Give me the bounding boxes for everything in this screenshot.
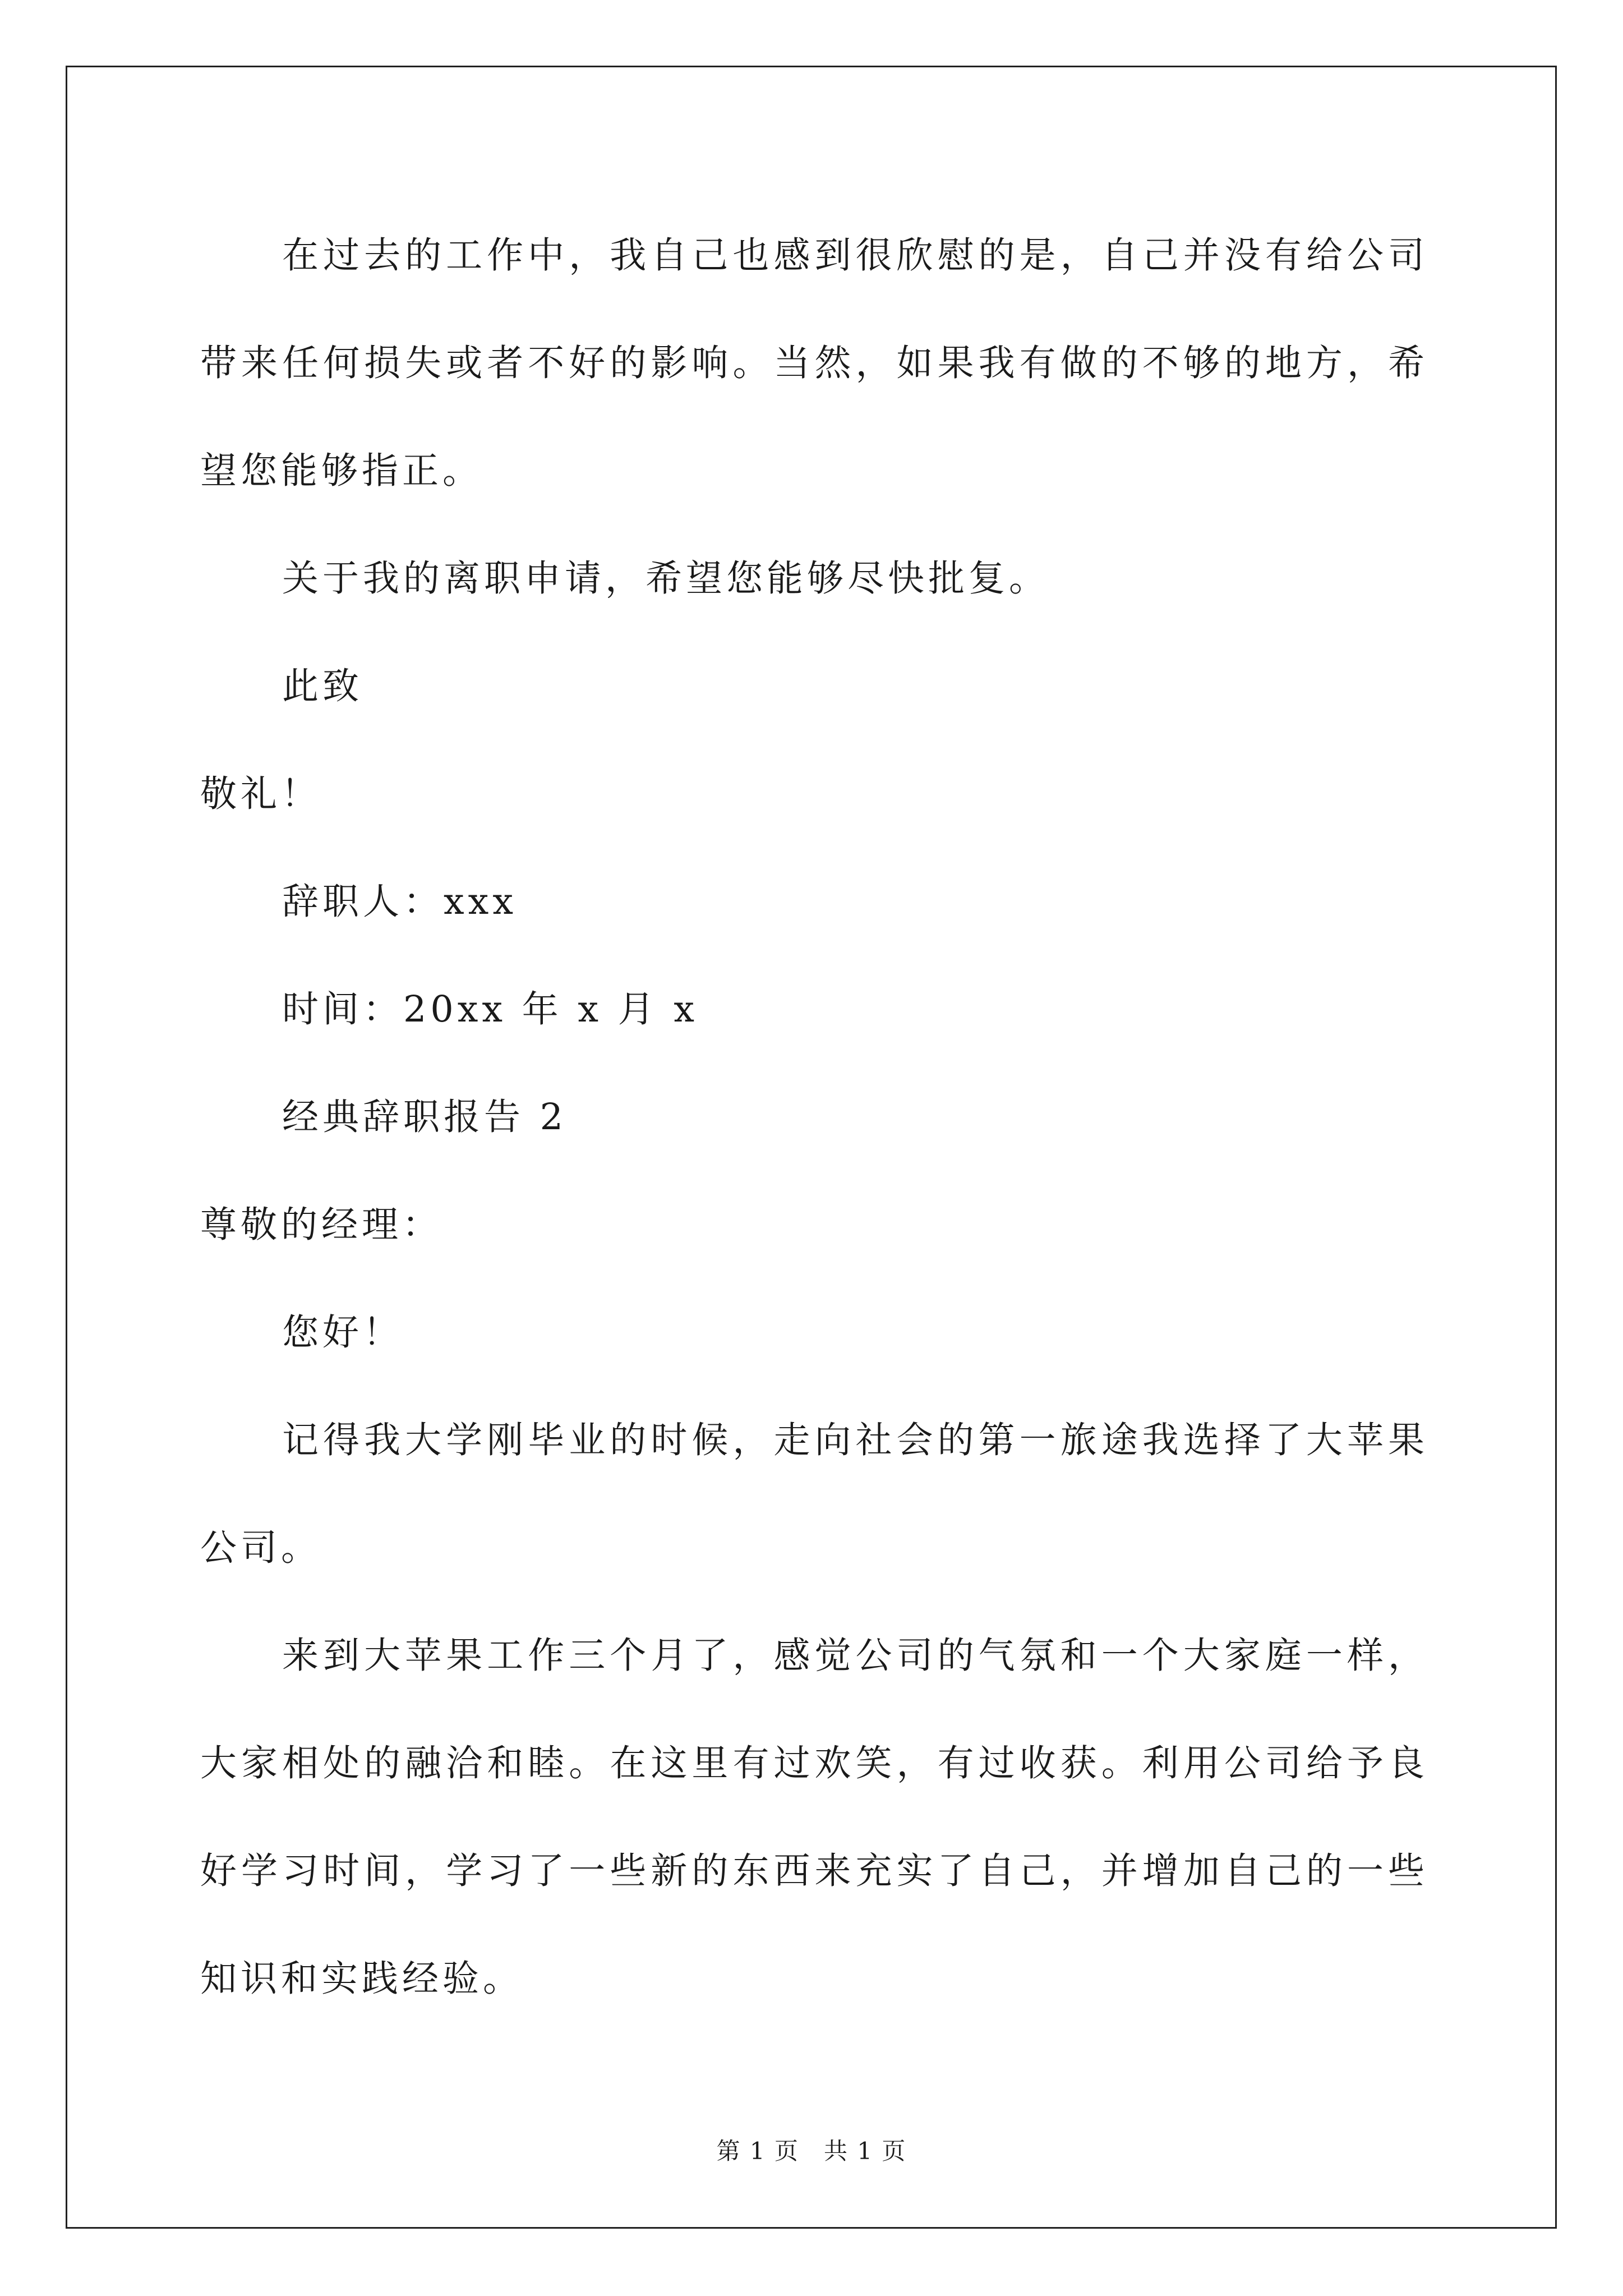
paragraph-work-reflection: 在过去的工作中，我自己也感到很欣慰的是，自己并没有给公司带来任何损失或者不好的影响。当然，如果我有做的不够的地方，希望您能够指正。 <box>200 234 1428 492</box>
section-title: 经典辞职报告 2 <box>282 1096 568 1138</box>
greeting-hello: 您好！ <box>282 1312 404 1354</box>
paragraph-request-approval: 关于我的离职申请，希望您能够尽快批复。 <box>282 558 1050 600</box>
closing-salutation: 此致 <box>282 665 363 707</box>
greeting-addressee: 尊敬的经理： <box>200 1204 443 1246</box>
document-body <box>200 202 1428 2033</box>
paragraph-experience: 来到大苹果工作三个月了，感觉公司的气氛和一个大家庭一样，大家相处的融洽和睦。在这里有过欢笑，有过收获。利用公司给予良好学习时间，学习了一些新的东西来充实了自己，并增加自己的一些知识和实践经验。 <box>200 1635 1428 2000</box>
resigner-name: 辞职人：xxx <box>282 881 517 923</box>
resignation-date: 时间：20xx 年 x 月 x <box>282 988 698 1030</box>
page-number-footer: 第 1 页 共 1 页 <box>716 2137 907 2165</box>
paragraph-graduation: 记得我大学刚毕业的时候，走向社会的第一旅途我选择了大苹果公司。 <box>200 1419 1428 1569</box>
closing-regards: 敬礼！ <box>200 773 322 815</box>
